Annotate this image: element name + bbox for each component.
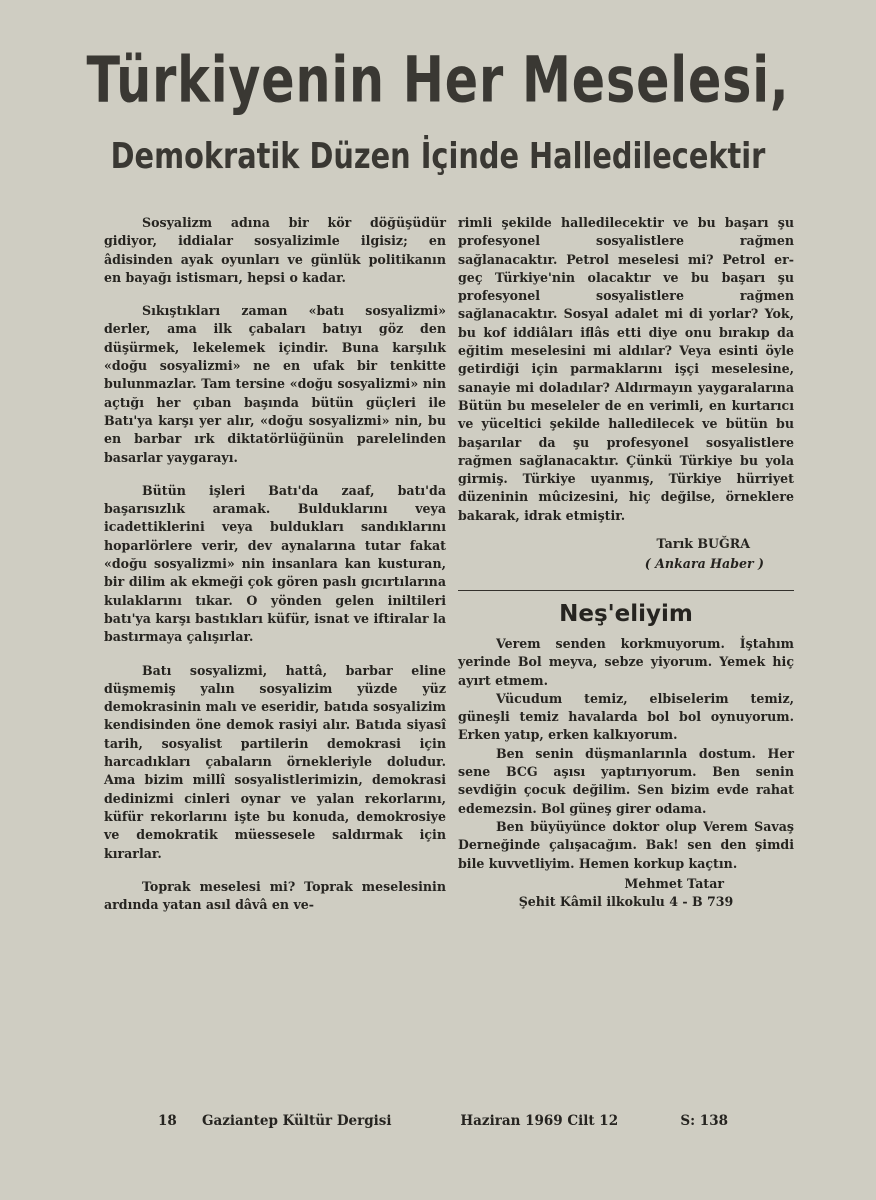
poem-paragraph: Ben senin düşmanlarınla dostum. Her sene BCG aşısı yaptırıyorum. Ben senin sevdiğin çocuk değilim. Sen bizim evde rahat edemezsin. Bol güneş girer odama. <box>458 745 794 816</box>
poem-title: Neş'eliyim <box>559 600 693 627</box>
issue-date: Haziran 1969 Cilt 12 <box>460 1113 619 1129</box>
section-divider <box>458 590 794 591</box>
subheadline: Demokratik Düzen İçinde Halledilecektir <box>110 136 766 177</box>
issue-number: S: 138 <box>680 1113 728 1129</box>
article-left-column <box>104 214 446 929</box>
article-source: ( Ankara Haber ) <box>644 556 764 572</box>
page-number: 18 <box>158 1113 177 1129</box>
page-footer <box>158 1113 728 1129</box>
poem-section <box>458 600 794 912</box>
poem-paragraph: Verem senden korkmuyorum. İştahım yerinde Bol meyva, sebze yiyorum. Yemek hiç ayırt etmem. <box>458 635 794 688</box>
article-right-column <box>458 214 794 911</box>
article-paragraph: Toprak meselesi mi? Toprak meselesinin ardında yatan asıl dâvâ en ve- <box>104 878 446 913</box>
headline: Türkiyenin Her Meselesi, <box>86 44 790 118</box>
article-paragraph: Batı sosyalizmi, hattâ, barbar eline düşmemiş yalın sosyalizim yüzde yüz demokrasinin malı ve eseridir, batıda sosyalizim kendisinden öne demok rasiyi alır. Batıda siyasî tarih, sosyalist partilerin demokrasi için harcadıkları çabaların örnekleriyle doludur. Ama bizim millî sosyalistlerimizin, demokrasi dedinizmi cinleri oynar ve yalan rekorlarını, küfür rekorlarını işte bu konuda, demokrosiye ve demokratik müessesele saldırmak için kırarlar. <box>104 662 446 861</box>
poem-paragraph: Ben büyüyünce doktor olup Verem Savaş Derneğinde çalışacağım. Bak! sen den şimdi bile kuvvetliyim. Hemen korkup kaçtın. <box>458 818 794 871</box>
article-paragraph: Sıkıştıkları zaman «batı sosyalizmi» derler, ama ilk çabaları batıyı göz den düşürmek, lekelemek içindir. Buna karşılık «doğu sosyalizmi» ne en ufak bir tenkitte bulunmazlar. Tam tersine «doğu sosyalizmi» nin açtığı her çıban başında bütün güçleri ile Batı'ya karşı yer alır, «doğu sosyalizmi» nin, bu en barbar ırk diktatörlüğünün parelelinden basarlar yaygarayı. <box>104 303 446 465</box>
poem-paragraph: Vücudum temiz, elbiselerim temiz, güneşli temiz havalarda bol bol oynuyorum. Erken yatıp, erken kalkıyorum. <box>458 690 794 743</box>
magazine-name: Gaziantep Kültür Dergisi <box>201 1113 392 1129</box>
poem-school: Şehit Kâmil ilkokulu 4 - B 739 <box>518 894 734 910</box>
article-paragraph: Bütün işleri Batı'da zaaf, batı'da başarısızlık aramak. Bulduklarını veya icadettiklerini veya buldukları sandıklarını hoparlörlere verir, dev aynalarına tutar fakat «doğu sosyalizmi» nin insanlara kan kusturan, bir dilim ak ekmeği çok gören paslı gıcırtılarına kulaklarını tıkar. O yönden gelen iniltileri batı'ya karşı bastıkları küfür, isnat ve iftiralar la bastırmaya çalışırlar. <box>104 482 446 645</box>
article-paragraph: rimli şekilde halledilecektir ve bu başarı şu profesyonel sosyalistlere rağmen sağlanacaktır. Petrol meselesi mi? Petrol er-geç Türkiye'nin olacaktır ve bu başarı şu profesyonel sosyalistlere rağmen sağlanacaktır. Sosyal adalet mi di yorlar? Yok, bu kof iddiâları iflâs etti diye onu bırakıp da eğitim meselesini mi aldılar? Veya esinti öyle getirdiği için parmaklarını işçi meselesine, sanayie mi doladılar? Aldırmayın yaygaralarına Bütün bu meseleler de en verimli, en kurtarıcı ve yüceltici şekilde halledilecek ve bütün bu başarılar da şu profesyonel sosyalistlere rağmen sağlanacaktır. Çünkü Türkiye bu yola girmiş. Türkiye uyanmış, Türkiye hürriyet düzeninin mûcizesini, hiç değilse, örneklere bakarak, idrak etmiştir. <box>458 215 794 523</box>
article-author: Tarık BUĞRA <box>656 536 750 552</box>
article-paragraph: Sosyalizm adına bir kör döğüşüdür gidiyor, iddialar sosyalizimle ilgisiz; en âdisinden ayak oyunları ve günlük politikanın en bayağı istismarı, hepsi o kadar. <box>104 215 446 285</box>
poem-author: Mehmet Tatar <box>624 875 724 891</box>
